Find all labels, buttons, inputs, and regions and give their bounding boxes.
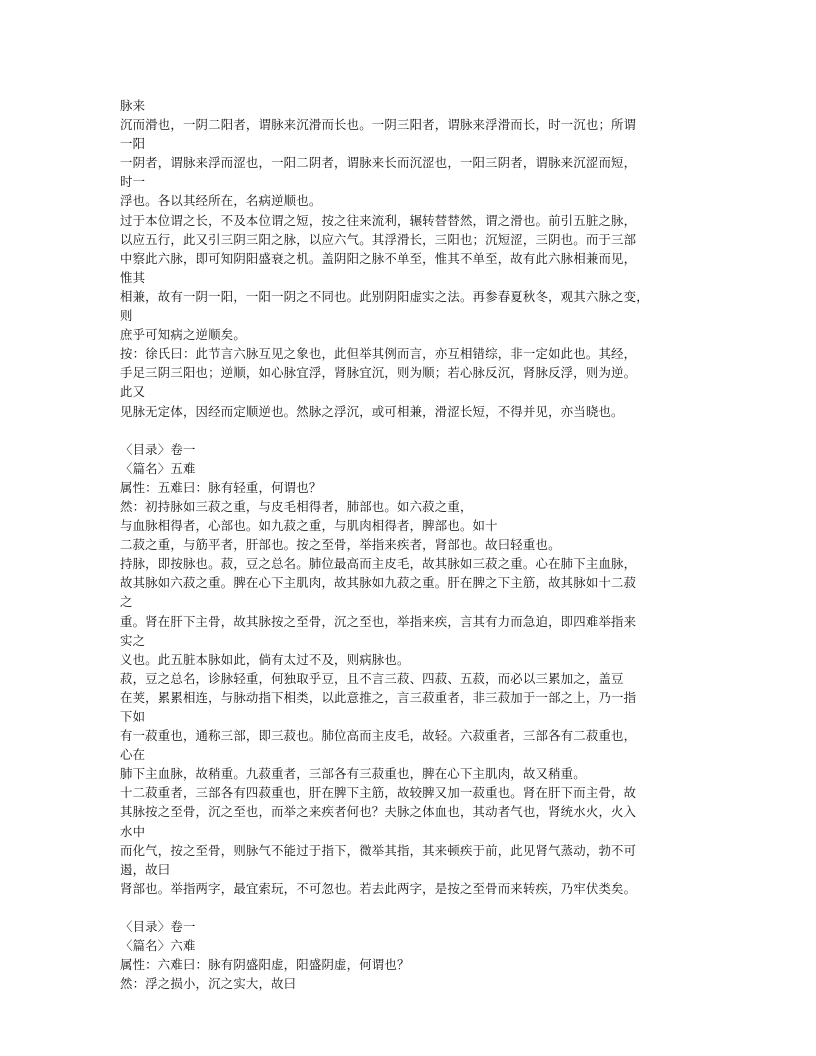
text-line: 庶乎可知病之逆顺矣。 <box>120 327 246 343</box>
text-line: 故其脉如六菽之重。脾在心下主肌肉，故其脉如九菽之重。肝在脾之下主筋，故其脉如十二菽 <box>120 575 637 591</box>
text-line: 而化气，按之至骨，则脉气不能过于指下，微举其指，其来顿疾于前，此见肾气蒸动，勃不可 <box>120 842 637 858</box>
text-line: 时一 <box>120 174 146 190</box>
text-line: 在荚，累累相连，与脉动指下相类，以此意推之，言三菽重者，非三菽加于一部之上，乃一指 <box>120 689 637 705</box>
text-line: 属性：六难曰：脉有阴盛阳虚，阳盛阴虚，何谓也？ <box>120 957 410 973</box>
text-line: 中察此六脉，即可知阴阳盛衰之机。盖阴阳之脉不单至，惟其不单至，故有此六脉相兼而见， <box>120 250 637 266</box>
text-line: 过于本位谓之长，不及本位谓之短，按之往来流利，辗转替替然，谓之滑也。前引五脏之脉， <box>120 212 637 228</box>
text-line: 属性：五难曰：脉有轻重，何谓也？ <box>120 479 322 495</box>
text-line: 见脉无定体，因经而定顺逆也。然脉之浮沉，或可相兼，滑涩长短，不得并见，亦当晓也。 <box>120 403 624 419</box>
text-line: 此又 <box>120 384 146 400</box>
text-line: 惟其 <box>120 269 146 285</box>
document-page <box>120 96 700 993</box>
text-line: 之 <box>120 594 133 610</box>
text-line: 〈目录〉卷一 <box>120 441 196 457</box>
text-line: 〈篇名〉六难 <box>120 938 196 954</box>
text-line: 然：浮之损小，沉之实大，故曰 <box>120 976 297 992</box>
text-line: 有一菽重也，通称三部，即三菽也。肺位高而主皮毛，故轻。六菽重者，三部各有二菽重也， <box>120 728 637 744</box>
text-line: 一阴者，谓脉来浮而涩也，一阳二阴者，谓脉来长而沉涩也，一阳三阴者，谓脉来沉涩而短， <box>120 155 637 171</box>
text-line: 与血脉相得者，心部也。如九菽之重，与肌肉相得者，脾部也。如十 <box>120 518 498 534</box>
text-line: 以应五行，此又引三阴三阳之脉，以应六气。其浮滑长，三阳也；沉短涩，三阴也。而于三部 <box>120 231 637 247</box>
text-line: 然：初持脉如三菽之重，与皮毛相得者，肺部也。如六菽之重， <box>120 498 473 514</box>
text-line: 沉而滑也，一阴二阳者，谓脉来沉滑而长也。一阴三阳者，谓脉来浮滑而长，时一沉也；所谓 <box>120 117 637 133</box>
text-line: 按：徐氏曰：此节言六脉互见之象也，此但举其例而言，亦互相错综，非一定如此也。其经， <box>120 346 637 362</box>
text-line: 遏，故曰 <box>120 861 171 877</box>
text-line: 心在 <box>120 747 146 763</box>
text-line: 义也。此五脏本脉如此，倘有太过不及，则病脉也。 <box>120 651 410 667</box>
text-line: 下如 <box>120 709 146 724</box>
text-line: 则 <box>120 308 133 324</box>
text-line: 脉来 <box>120 98 146 113</box>
text-line: 菽，豆之总名，诊脉轻重，何独取乎豆，且不言三菽、四菽、五菽，而必以三累加之，盖豆 <box>120 670 624 686</box>
text-line: 持脉，即按脉也。菽，豆之总名。肺位最高而主皮毛，故其脉如三菽之重。心在肺下主血脉， <box>120 556 637 572</box>
paragraph-gap <box>120 898 700 917</box>
text-line: 肾部也。举指两字，最宜索玩，不可忽也。若去此两字，是按之至骨而来转疾，乃牢伏类矣。 <box>120 880 637 896</box>
text-line: 二菽之重，与筋平者，肝部也。按之至骨，举指来疾者，肾部也。故曰轻重也。 <box>120 537 561 553</box>
text-line: 相兼，故有一阴一阳，一阳一阴之不同也。此别阴阳虚实之法。再参春夏秋冬，观其六脉之变， <box>120 288 649 304</box>
text-line: 水中 <box>120 823 146 839</box>
text-line: 其脉按之至骨，沉之至也，而举之来疾者何也？夫脉之体血也，其动者气也，肾统水火，火入 <box>120 804 637 820</box>
text-line: 肺下主血脉，故稍重。九菽重者，三部各有三菽重也，脾在心下主肌肉，故又稍重。 <box>120 766 586 782</box>
text-line: 〈篇名〉五难 <box>120 460 196 476</box>
text-line: 手足三阴三阳也；逆顺，如心脉宜浮，肾脉宜沉，则为顺；若心脉反沉，肾脉反浮，则为逆。 <box>120 365 637 381</box>
text-line: 〈目录〉卷一 <box>120 919 196 935</box>
text-line: 十二菽重者，三部各有四菽重也，肝在脾下主筋，故较脾又加一菽重也。肾在肝下而主骨，故 <box>120 785 637 801</box>
text-line: 一阳 <box>120 136 146 152</box>
paragraph-gap <box>120 421 700 440</box>
text-line: 实之 <box>120 632 146 648</box>
text-line: 重。肾在肝下主骨，故其脉按之至骨，沉之至也，举指来疾，言其有力而急迫，即四难举指来 <box>120 613 637 629</box>
text-line: 浮也。各以其经所在，名病逆顺也。 <box>120 193 322 209</box>
